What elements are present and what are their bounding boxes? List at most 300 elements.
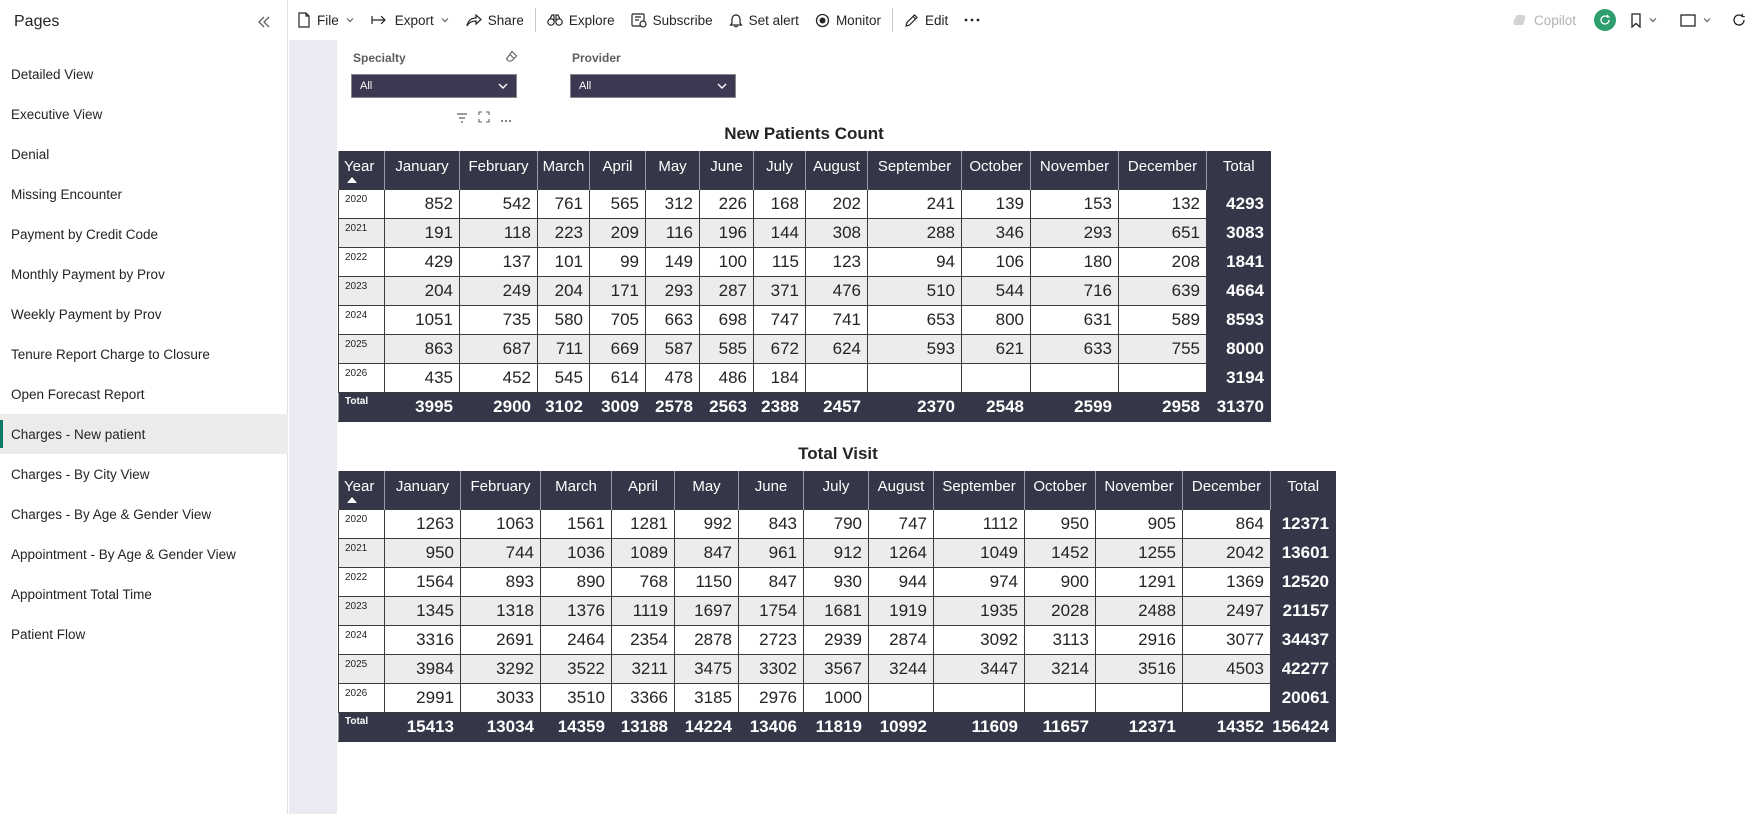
value-cell: 3516 (1096, 654, 1183, 683)
year-column-header[interactable] (339, 151, 385, 189)
collapse-pane-button[interactable] (252, 10, 276, 34)
explore-label: Explore (568, 12, 615, 28)
value-cell: 3185 (675, 683, 739, 712)
value-cell: 1281 (612, 509, 675, 538)
view-icon (1680, 14, 1696, 27)
toolbar-divider (535, 8, 536, 32)
value-cell: 614 (590, 363, 646, 392)
value-cell: 4503 (1183, 654, 1271, 683)
value-cell: 1263 (385, 509, 461, 538)
sort-ascending-icon (347, 497, 357, 503)
value-cell: 2042 (1183, 538, 1271, 567)
value-cell: 672 (754, 334, 806, 363)
value-cell (1025, 683, 1096, 712)
page-item[interactable] (0, 214, 288, 254)
value-cell: 1150 (675, 567, 739, 596)
row-total-cell: 12520 (1271, 567, 1336, 596)
value-cell: 863 (385, 334, 460, 363)
set-alert-button[interactable] (721, 0, 807, 40)
canvas-margin (289, 40, 337, 814)
value-cell: 905 (1096, 509, 1183, 538)
page-item[interactable] (0, 334, 288, 374)
column-total-cell: 11609 (934, 712, 1025, 741)
explore-button[interactable] (539, 0, 623, 40)
year-header-label: Year (344, 158, 375, 175)
month-column-header[interactable]: March (541, 471, 612, 509)
value-cell: 1119 (612, 596, 675, 625)
table-row (339, 625, 1336, 654)
month-column-header[interactable]: October (962, 151, 1031, 189)
month-column-header[interactable]: November (1096, 471, 1183, 509)
year-cell: 2021 (339, 538, 385, 567)
column-total-cell: 2548 (962, 392, 1031, 421)
refresh-icon (1599, 14, 1611, 26)
row-total-cell: 12371 (1271, 509, 1336, 538)
table-row (339, 305, 1271, 334)
value-cell: 747 (869, 509, 934, 538)
page-item-label: Charges - By City View (11, 466, 150, 482)
value-cell: 3567 (804, 654, 869, 683)
value-cell: 747 (754, 305, 806, 334)
value-cell: 2488 (1096, 596, 1183, 625)
provider-dropdown[interactable] (570, 74, 736, 98)
row-total-cell: 3194 (1207, 363, 1271, 392)
value-cell: 287 (700, 276, 754, 305)
value-cell (869, 683, 934, 712)
chevron-down-icon (716, 80, 728, 92)
value-cell: 893 (461, 567, 541, 596)
month-column-header[interactable]: January (385, 151, 460, 189)
value-cell: 312 (646, 189, 700, 218)
value-cell: 930 (804, 567, 869, 596)
total-row-label: Total (339, 712, 385, 741)
copilot-button[interactable] (1502, 13, 1586, 28)
provider-slicer-label: Provider (572, 51, 621, 65)
edit-button[interactable] (896, 0, 956, 40)
value-cell (962, 363, 1031, 392)
value-cell: 651 (1119, 218, 1207, 247)
value-cell: 1345 (385, 596, 461, 625)
row-total-cell: 3083 (1207, 218, 1271, 247)
value-cell (1031, 363, 1119, 392)
value-cell: 631 (1031, 305, 1119, 334)
row-total-cell: 8593 (1207, 305, 1271, 334)
column-total-cell: 3102 (538, 392, 590, 421)
year-cell: 2020 (339, 509, 385, 538)
column-total-cell: 14352 (1183, 712, 1271, 741)
month-column-header[interactable]: April (612, 471, 675, 509)
value-cell: 633 (1031, 334, 1119, 363)
value-cell: 755 (1119, 334, 1207, 363)
month-column-header[interactable]: September (934, 471, 1025, 509)
pencil-icon (904, 13, 919, 28)
value-cell: 1318 (461, 596, 541, 625)
value-cell: 589 (1119, 305, 1207, 334)
table-row (339, 247, 1271, 276)
value-cell: 346 (962, 218, 1031, 247)
value-cell: 2497 (1183, 596, 1271, 625)
month-column-header[interactable]: July (754, 151, 806, 189)
page-item[interactable] (0, 94, 288, 134)
month-column-header[interactable]: August (869, 471, 934, 509)
value-cell: 168 (754, 189, 806, 218)
value-cell: 1112 (934, 509, 1025, 538)
value-cell: 744 (461, 538, 541, 567)
month-column-header[interactable]: December (1119, 151, 1207, 189)
value-cell: 974 (934, 567, 1025, 596)
value-cell: 565 (590, 189, 646, 218)
year-cell: 2024 (339, 305, 385, 334)
value-cell: 1681 (804, 596, 869, 625)
value-cell: 2354 (612, 625, 675, 654)
value-cell: 2723 (739, 625, 804, 654)
month-column-header[interactable]: February (460, 151, 538, 189)
value-cell: 1036 (541, 538, 612, 567)
value-cell: 663 (646, 305, 700, 334)
month-column-header[interactable]: August (806, 151, 868, 189)
value-cell (806, 363, 868, 392)
value-cell: 2874 (869, 625, 934, 654)
specialty-selected-value: All (360, 80, 373, 92)
subscribe-label: Subscribe (652, 12, 713, 28)
value-cell: 768 (612, 567, 675, 596)
share-button[interactable] (458, 0, 532, 40)
month-column-header[interactable]: December (1183, 471, 1271, 509)
total-row (339, 392, 1271, 421)
value-cell: 687 (460, 334, 538, 363)
table-row (339, 596, 1336, 625)
value-cell: 204 (385, 276, 460, 305)
value-cell: 761 (538, 189, 590, 218)
value-cell: 992 (675, 509, 739, 538)
value-cell: 890 (541, 567, 612, 596)
page-item[interactable] (0, 534, 288, 574)
value-cell: 3316 (385, 625, 461, 654)
value-cell: 1754 (739, 596, 804, 625)
value-cell: 2691 (461, 625, 541, 654)
value-cell: 99 (590, 247, 646, 276)
value-cell: 3984 (385, 654, 461, 683)
chevron-down-icon (345, 15, 355, 25)
value-cell: 371 (754, 276, 806, 305)
value-cell: 1697 (675, 596, 739, 625)
value-cell: 1255 (1096, 538, 1183, 567)
value-cell: 1935 (934, 596, 1025, 625)
year-column-header[interactable] (339, 471, 385, 509)
value-cell: 542 (460, 189, 538, 218)
page-item[interactable] (0, 454, 288, 494)
value-cell (1183, 683, 1271, 712)
month-column-header[interactable]: April (590, 151, 646, 189)
value-cell: 204 (538, 276, 590, 305)
table-row (339, 538, 1336, 567)
month-column-header[interactable]: October (1025, 471, 1096, 509)
value-cell: 452 (460, 363, 538, 392)
table-row (339, 363, 1271, 392)
value-cell: 149 (646, 247, 700, 276)
value-cell: 2878 (675, 625, 739, 654)
column-total-cell: 2563 (700, 392, 754, 421)
page-item-label: Missing Encounter (11, 186, 123, 202)
chevron-down-icon (1700, 15, 1714, 25)
value-cell: 621 (962, 334, 1031, 363)
value-cell (868, 363, 962, 392)
value-cell: 288 (868, 218, 962, 247)
month-column-header[interactable]: March (538, 151, 590, 189)
year-cell: 2022 (339, 247, 385, 276)
chevron-down-icon (1646, 15, 1660, 25)
value-cell: 1452 (1025, 538, 1096, 567)
column-total-cell: 2370 (868, 392, 962, 421)
export-icon (371, 13, 389, 27)
month-column-header[interactable]: May (646, 151, 700, 189)
row-total-cell: 20061 (1271, 683, 1336, 712)
column-total-cell: 13034 (461, 712, 541, 741)
total-visit-matrix (338, 471, 1336, 742)
value-cell: 843 (739, 509, 804, 538)
page-item[interactable] (0, 54, 288, 94)
value-cell: 139 (962, 189, 1031, 218)
header-row (339, 471, 1336, 509)
page-item-label: Appointment - By Age & Gender View (11, 546, 236, 562)
value-cell: 3113 (1025, 625, 1096, 654)
value-cell: 132 (1119, 189, 1207, 218)
year-cell: 2025 (339, 334, 385, 363)
value-cell: 106 (962, 247, 1031, 276)
edit-label: Edit (924, 12, 949, 28)
value-cell: 184 (754, 363, 806, 392)
specialty-slicer-label: Specialty (353, 51, 406, 65)
page-item[interactable] (0, 494, 288, 534)
pages-pane (0, 0, 288, 814)
value-cell: 2939 (804, 625, 869, 654)
value-cell: 669 (590, 334, 646, 363)
table-row (339, 509, 1336, 538)
column-total-cell: 2900 (460, 392, 538, 421)
export-menu-button[interactable] (363, 0, 458, 40)
month-column-header[interactable]: September (868, 151, 962, 189)
eraser-icon (505, 50, 518, 63)
value-cell: 144 (754, 218, 806, 247)
copilot-label: Copilot (1533, 12, 1576, 28)
subscribe-icon (631, 13, 647, 28)
value-cell: 698 (700, 305, 754, 334)
page-item-label: Weekly Payment by Prov (11, 306, 162, 322)
bell-icon (729, 13, 743, 28)
row-total-cell: 1841 (1207, 247, 1271, 276)
share-label: Share (487, 12, 524, 28)
grand-total-cell: 156424 (1271, 712, 1336, 741)
value-cell: 1000 (804, 683, 869, 712)
page-item-label: Charges - New patient (11, 426, 146, 442)
page-item-label: Denial (11, 146, 50, 162)
row-total-cell: 34437 (1271, 625, 1336, 654)
value-cell: 180 (1031, 247, 1119, 276)
value-cell: 223 (538, 218, 590, 247)
ellipsis-icon (964, 18, 980, 22)
double-chevron-left-icon (257, 15, 271, 29)
year-cell: 2026 (339, 363, 385, 392)
refresh-icon (1732, 13, 1746, 27)
export-label: Export (394, 12, 434, 28)
row-total-cell: 21157 (1271, 596, 1336, 625)
value-cell: 2464 (541, 625, 612, 654)
more-options-button[interactable] (956, 0, 994, 40)
page-item-label: Monthly Payment by Prov (11, 266, 165, 282)
year-cell: 2024 (339, 625, 385, 654)
value-cell: 3475 (675, 654, 739, 683)
value-cell: 293 (646, 276, 700, 305)
total-column-header[interactable]: Total (1207, 151, 1271, 189)
value-cell: 2976 (739, 683, 804, 712)
specialty-dropdown[interactable] (351, 74, 517, 98)
column-total-cell: 11819 (804, 712, 869, 741)
total-row (339, 712, 1336, 741)
column-total-cell: 2958 (1119, 392, 1207, 421)
subscribe-button[interactable] (623, 0, 721, 40)
view-menu-button[interactable] (1674, 0, 1720, 40)
page-item[interactable] (0, 614, 288, 654)
value-cell: 249 (460, 276, 538, 305)
column-total-cell: 15413 (385, 712, 461, 741)
total-column-header[interactable]: Total (1271, 471, 1336, 509)
file-menu-button[interactable] (289, 0, 363, 40)
value-cell: 580 (538, 305, 590, 334)
copilot-icon (1512, 13, 1528, 27)
column-total-cell: 13406 (739, 712, 804, 741)
table-row (339, 683, 1336, 712)
value-cell: 544 (962, 276, 1031, 305)
toolbar-divider (892, 8, 893, 32)
table-row (339, 567, 1336, 596)
value-cell: 624 (806, 334, 868, 363)
focus-mode-icon (478, 111, 490, 123)
column-total-cell: 2599 (1031, 392, 1119, 421)
value-cell: 1561 (541, 509, 612, 538)
monitor-icon (815, 13, 830, 28)
value-cell: 711 (538, 334, 590, 363)
value-cell: 847 (675, 538, 739, 567)
value-cell: 209 (590, 218, 646, 247)
value-cell: 226 (700, 189, 754, 218)
column-total-cell: 3009 (590, 392, 646, 421)
column-total-cell: 14224 (675, 712, 739, 741)
value-cell: 2028 (1025, 596, 1096, 625)
row-total-cell: 4664 (1207, 276, 1271, 305)
value-cell: 208 (1119, 247, 1207, 276)
value-cell: 3292 (461, 654, 541, 683)
header-row (339, 151, 1271, 189)
report-toolbar (289, 0, 1756, 40)
year-cell: 2021 (339, 218, 385, 247)
value-cell (1096, 683, 1183, 712)
new-patients-title: New Patients Count (724, 124, 884, 143)
value-cell: 639 (1119, 276, 1207, 305)
value-cell: 1369 (1183, 567, 1271, 596)
refresh-button[interactable] (1726, 0, 1752, 40)
value-cell: 653 (868, 305, 962, 334)
value-cell: 153 (1031, 189, 1119, 218)
year-cell: 2022 (339, 567, 385, 596)
page-item[interactable] (0, 174, 288, 214)
page-item[interactable] (0, 294, 288, 334)
row-total-cell: 13601 (1271, 538, 1336, 567)
page-item[interactable] (0, 254, 288, 294)
sort-ascending-icon (347, 177, 357, 183)
grand-total-cell: 31370 (1207, 392, 1271, 421)
value-cell: 912 (804, 538, 869, 567)
page-item-label: Executive View (11, 106, 103, 122)
value-cell: 1264 (869, 538, 934, 567)
toolbar-right-group (1502, 0, 1756, 40)
chevron-down-icon (440, 15, 450, 25)
month-column-header[interactable]: February (461, 471, 541, 509)
page-item[interactable] (0, 374, 288, 414)
value-cell: 101 (538, 247, 590, 276)
column-total-cell: 11657 (1025, 712, 1096, 741)
value-cell: 3366 (612, 683, 675, 712)
page-item-label: Charges - By Age & Gender View (11, 506, 212, 522)
value-cell: 486 (700, 363, 754, 392)
table-row (339, 276, 1271, 305)
value-cell: 196 (700, 218, 754, 247)
value-cell: 1049 (934, 538, 1025, 567)
value-cell: 3211 (612, 654, 675, 683)
month-column-header[interactable]: November (1031, 151, 1119, 189)
row-total-cell: 8000 (1207, 334, 1271, 363)
year-cell: 2023 (339, 276, 385, 305)
value-cell: 3092 (934, 625, 1025, 654)
value-cell: 950 (385, 538, 461, 567)
page-item[interactable] (0, 574, 288, 614)
monitor-button[interactable] (807, 0, 889, 40)
row-total-cell: 42277 (1271, 654, 1336, 683)
avatar[interactable] (1594, 9, 1616, 31)
value-cell: 1291 (1096, 567, 1183, 596)
value-cell: 790 (804, 509, 869, 538)
value-cell: 191 (385, 218, 460, 247)
clear-selections-button[interactable] (505, 50, 518, 68)
page-item-label: Appointment Total Time (11, 586, 152, 602)
value-cell: 118 (460, 218, 538, 247)
page-item[interactable] (0, 134, 288, 174)
specialty-slicer (337, 40, 533, 104)
value-cell: 510 (868, 276, 962, 305)
value-cell: 900 (1025, 567, 1096, 596)
month-column-header[interactable]: June (700, 151, 754, 189)
value-cell: 1376 (541, 596, 612, 625)
month-column-header[interactable]: January (385, 471, 461, 509)
value-cell: 847 (739, 567, 804, 596)
set-alert-label: Set alert (748, 12, 799, 28)
bookmark-menu-button[interactable] (1624, 0, 1666, 40)
value-cell: 241 (868, 189, 962, 218)
page-item-label: Patient Flow (11, 626, 86, 642)
month-column-header[interactable]: May (675, 471, 739, 509)
value-cell: 1051 (385, 305, 460, 334)
page-item-label: Tenure Report Charge to Closure (11, 346, 210, 362)
value-cell: 800 (962, 305, 1031, 334)
value-cell: 593 (868, 334, 962, 363)
value-cell: 705 (590, 305, 646, 334)
column-total-cell: 3995 (385, 392, 460, 421)
column-total-cell: 13188 (612, 712, 675, 741)
month-column-header[interactable]: July (804, 471, 869, 509)
column-total-cell: 2578 (646, 392, 700, 421)
month-column-header[interactable]: June (739, 471, 804, 509)
value-cell: 3302 (739, 654, 804, 683)
page-item[interactable] (0, 414, 288, 454)
